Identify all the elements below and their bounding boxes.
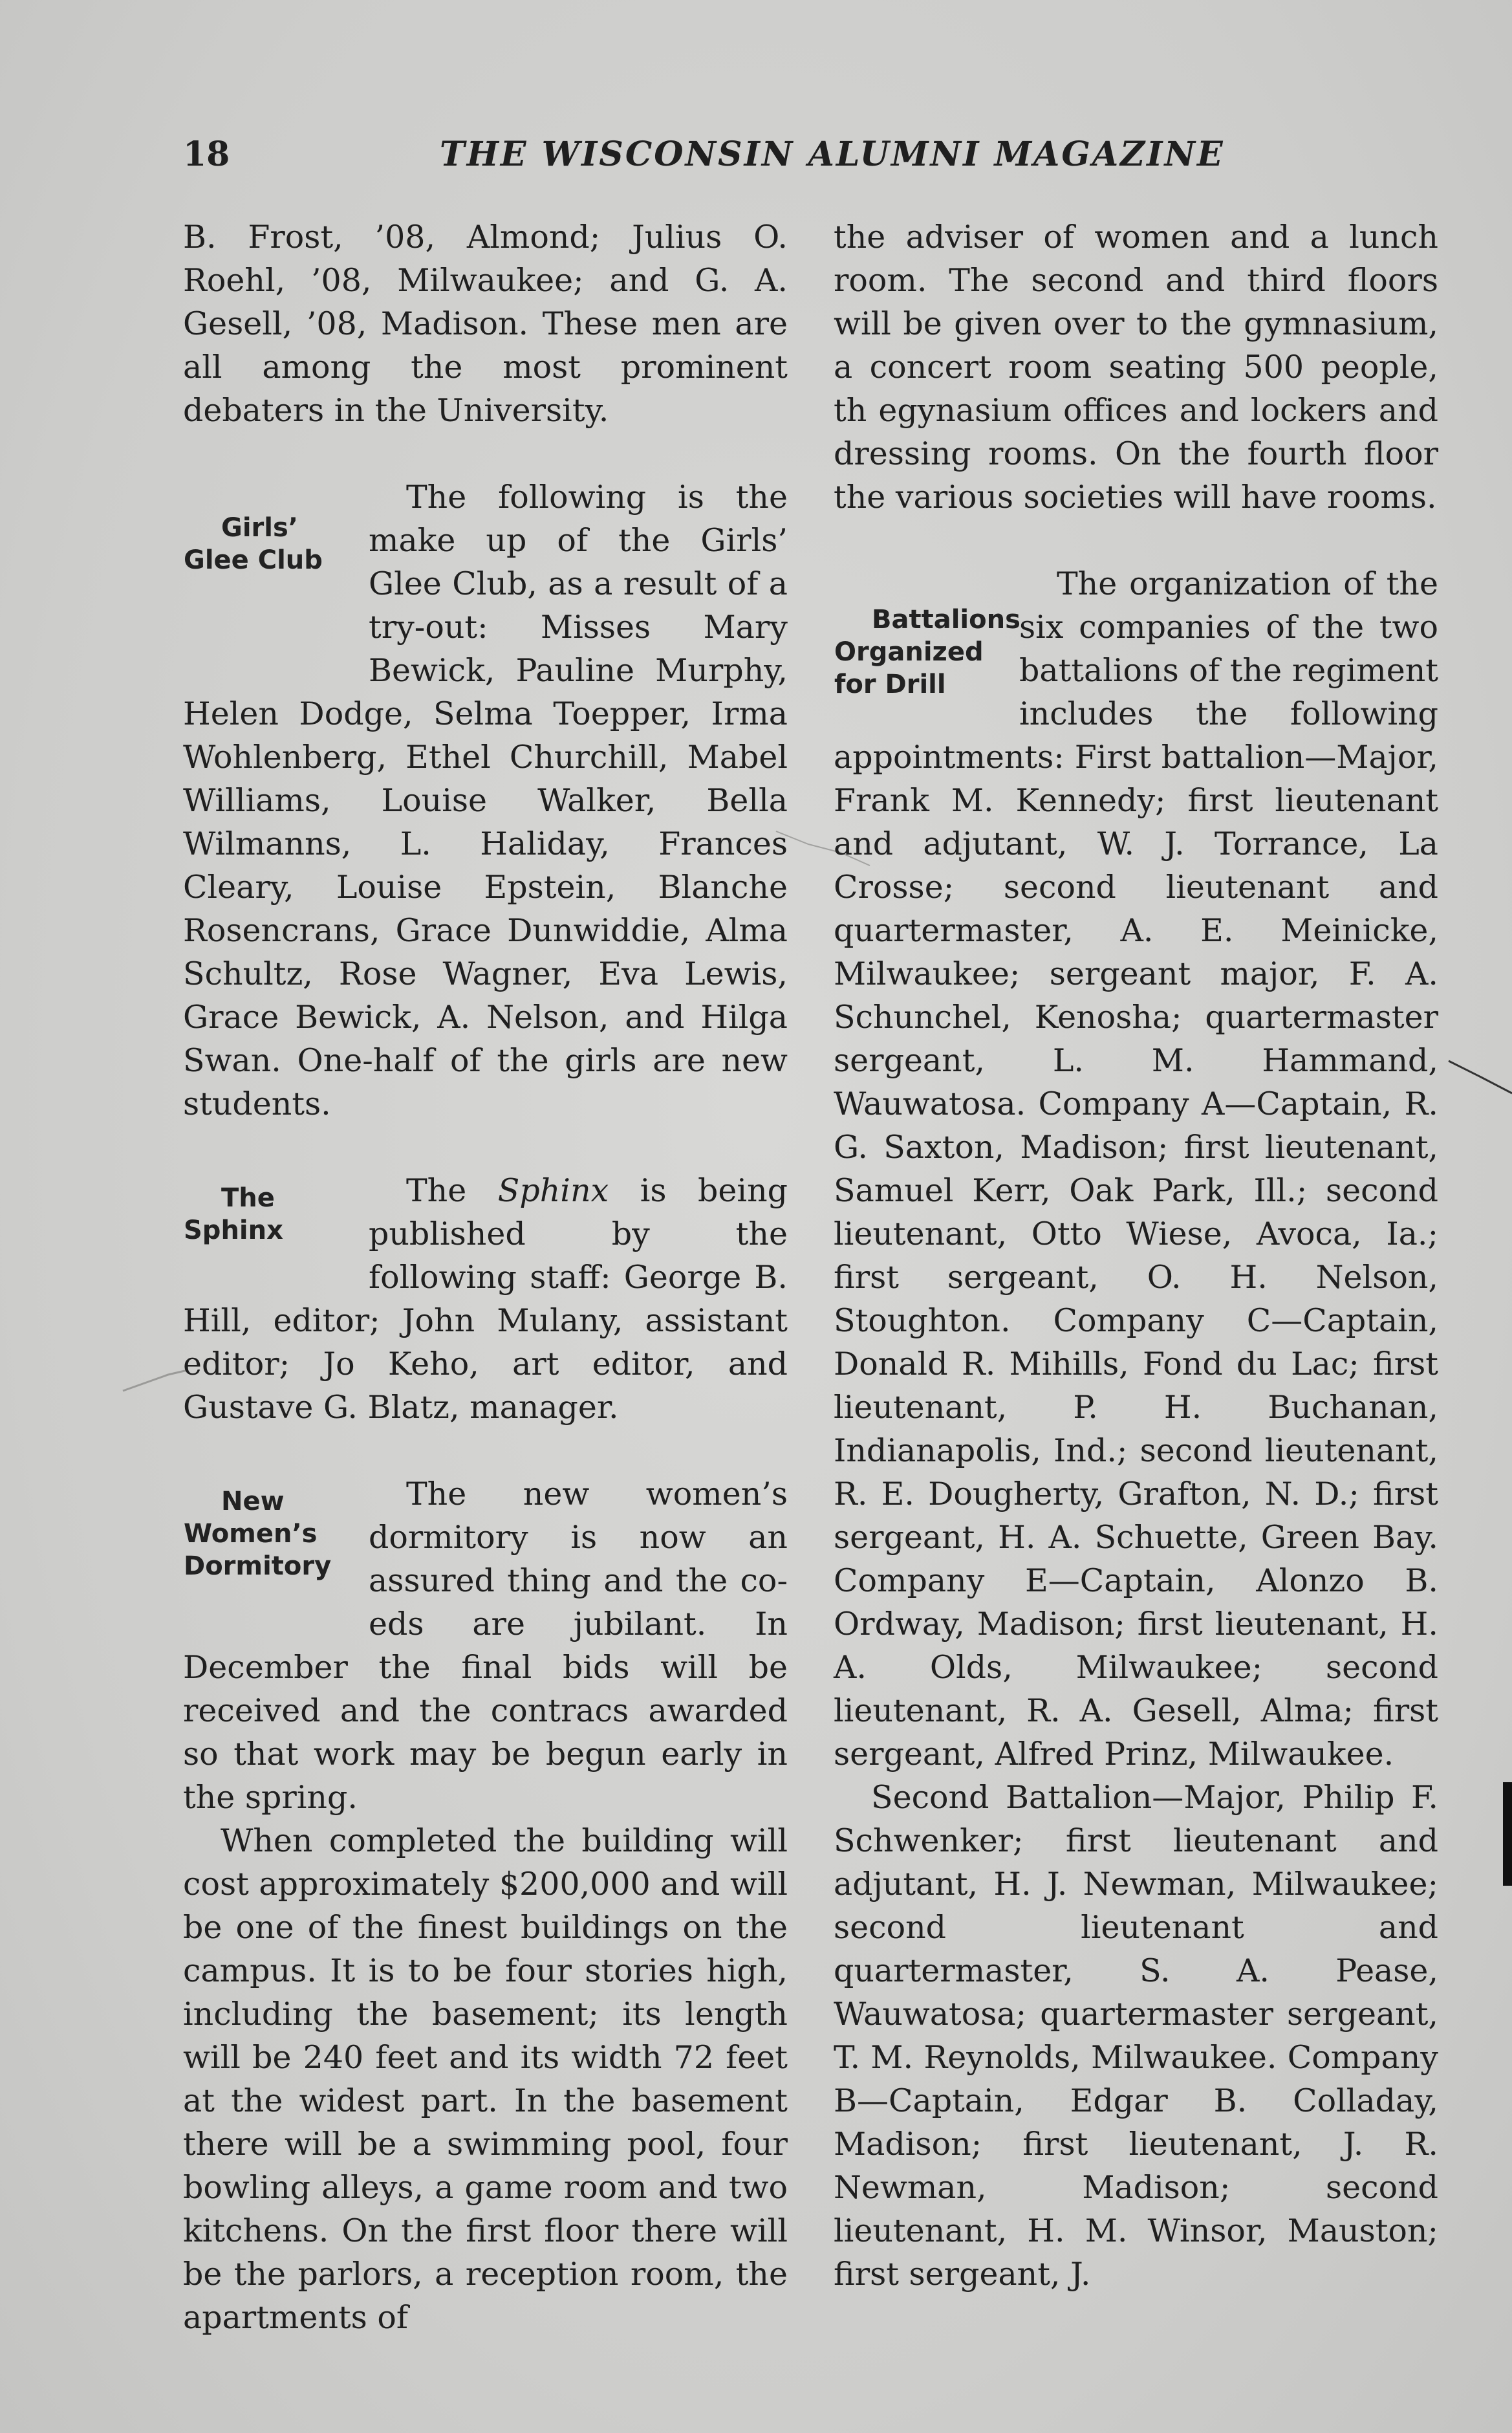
sphinx-sidehead: The Sphinx [184, 1183, 283, 1245]
dormitory-sidehead: New Women’s Dormitory [184, 1487, 332, 1581]
dormitory-paragraph [183, 1472, 788, 1819]
page-header [0, 135, 1512, 180]
second-battalion-paragraph: Second Battalion—Major, Philip F. Schwenker; first lieutenant and adjutant, H. J. Newman, Milwaukee; second lieutenant and quartermaster, S. A. Pease, Wauwatosa; quartermaster sergeant, T. M. Reynolds, Milwaukee. Company B—Captain, Edgar B. Colladay, Madison; first lieutenant, J. R. Newman, Madison; second lieutenant, H. M. Winsor, Mauston; first sergeant, J. [834, 1779, 1438, 2293]
battalions-text: The organization of the six companies of the two battalions of the regiment includes the following appointments: First battalion—Major, Frank M. Kennedy; first lieutenant and adjutant, W. J. Torrance, La Crosse; second lieutenant and quartermaster, A. E. Meinicke, Milwaukee; sergeant major, F. A. Schunchel, Kenosha; quartermaster sergeant, L. M. Hammand, Wauwatosa. Company A—Captain, R. G. Saxton, Madison; first lieutenant, Samuel Kerr, Oak Park, Ill.; second lieutenant, Otto Wiese, Avoca, Ia.; first sergeant, O. H. Nelson, Stoughton. Company C—Captain, Donald R. Mihills, Fond du Lac; first lieutenant, P. H. Buchanan, Indianapolis, Ind.; second lieutenant, R. E. Dougherty, Grafton, N. D.; first sergeant, H. A. Schuette, Green Bay. Company E—Captain, Alonzo B. Ordway, Madison; first lieutenant, H. A. Olds, Milwaukee; second lieutenant, R. A. Gesell, Alma; first sergeant, Alfred Prinz, Milwaukee. [834, 565, 1438, 1773]
sphinx-paragraph [183, 1169, 788, 1429]
building-paragraph: When completed the building will cost approximately $200,000 and will be one of the finest buildings on the campus. It is to be four stories high, including the basement; its length will be 240 feet and its width 72 feet at the widest part. In the basement there will be a swimming pool, four bowling alleys, a game room and two kitchens. On the first floor there will be the parlors, a reception room, the apartments of [183, 1822, 788, 2336]
dormitory-text: The new women’s dormitory is now an assured thing and the co-eds are jubilant. In December the final bids will be received and the contracs awarded so that work may be begun early in the spring. [183, 1476, 788, 1816]
glee-club-text: The following is the make up of the Girls’ Glee Club, as a result of a try-out: Misses Mary Bewick, Pauline Murphy, Helen Dodge, Selma Toepper, Irma Wohlenberg, Ethel Churchill, Mabel Williams, Louise Walker, Bella Wilmanns, L. Haliday, Frances Cleary, Louise Epstein, Blanche Rosencrans, Grace Dunwiddie, Alma Schultz, Rose Wagner, Eva Lewis, Grace Bewick, A. Nelson, and Hilga Swan. One-half of the girls are new students. [183, 479, 788, 1122]
adviser-paragraph: the adviser of women and a lunch room. The second and third floors will be given over to the gymnasium, a concert room seating 500 people, th egynasium offices and lockers and dressing rooms. On the fourth floor the various societies will have rooms. [834, 219, 1438, 516]
sphinx-text-lead: The [406, 1172, 467, 1209]
battalions-sidehead: Battalions Organized for Drill [834, 605, 1021, 699]
sphinx-title: Sphinx [497, 1172, 609, 1209]
sphinx-text: is being published by the following staff: George B. Hill, editor; John Mulany, assistant editor; Jo Keho, art editor, and Gustave G. Blatz, manager. [183, 1172, 788, 1426]
page-number: 18 [183, 135, 230, 174]
girls-glee-club-sidehead: Girls’ Glee Club [184, 513, 323, 575]
running-title: THE WISCONSIN ALUMNI MAGAZINE [440, 135, 1225, 174]
left-column [183, 215, 788, 2339]
binding-edge-mark [1503, 1782, 1512, 1886]
battalions-paragraph [834, 562, 1438, 1776]
glee-club-paragraph [183, 475, 788, 1126]
right-column [834, 215, 1438, 2296]
debaters-paragraph: B. Frost, ’08, Almond; Julius O. Roehl, ’08, Milwaukee; and G. A. Gesell, ’08, Madison. These men are all among the most prominent debaters in the University. [183, 219, 788, 429]
